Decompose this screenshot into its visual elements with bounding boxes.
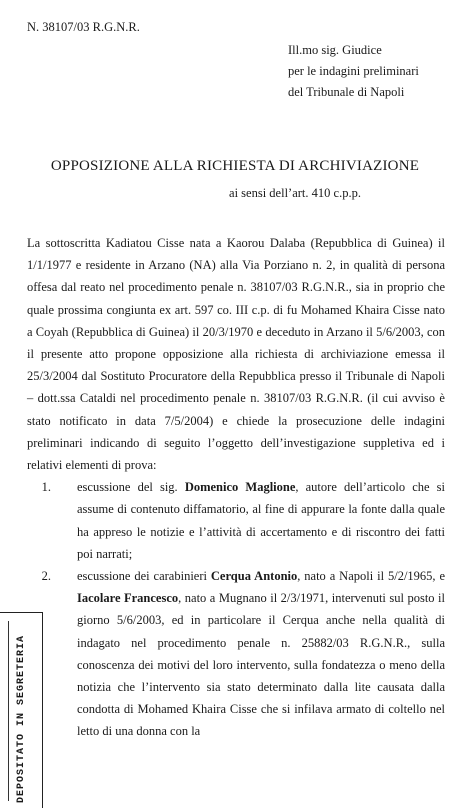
person-name: Iacolare Francesco (77, 591, 179, 606)
document-subtitle: ai sensi dell’art. 410 c.p.p. (229, 186, 361, 200)
item-text: , nato a Napoli il 5/2/1965, e (297, 569, 445, 584)
list-number: 1. (41, 480, 51, 495)
case-reference: N. 38107/03 R.G.N.R. (27, 20, 140, 34)
person-name: Cerqua Antonio (210, 569, 298, 584)
item-text: escussione del sig. (77, 480, 185, 495)
addressee-line: del Tribunale di Napoli (288, 85, 405, 99)
list-item (27, 476, 445, 565)
item-text: escussione dei carabinieri (77, 569, 211, 584)
document-body (27, 232, 445, 743)
addressee-line: Ill.mo sig. Giudice (288, 43, 382, 57)
filing-stamp (0, 612, 43, 808)
addressee-block (288, 40, 419, 103)
item-text: , autore dell’articolo che si assume di contenuto diffamatorio, al fine di appurare la fonte dalla quale ha appreso le notizie e l’attività di accertamento e di riscontro dei fatti poi narrati; (77, 480, 445, 561)
evidence-list (27, 476, 445, 742)
stamp-divider (8, 621, 9, 801)
stamp-text: DEPOSITATO IN SEGRETERIA (16, 634, 27, 803)
item-text: , nato a Mugnano il 2/3/1971, intervenuti sul posto il giorno 5/6/2003, ed in particolare il Cerqua anche nella qualità di indagato nel procedimento penale n. 25882/03 R.G.N.R., sulla conoscenza dei motivi del loro intervento, sulla fondatezza o meno della notizia che l’intervento sia stato determinato dalla lite causata dalla condotta di Mohamed Khaira Cisse che si infilava armato di coltello nel letto di una donna con la (77, 591, 445, 739)
document-title: OPPOSIZIONE ALLA RICHIESTA DI ARCHIVIAZIONE (50, 158, 420, 174)
list-item (27, 565, 445, 743)
intro-paragraph: La sottoscritta Kadiatou Cisse nata a Kaorou Dalaba (Repubblica di Guinea) il 1/1/1977 e residente in Arzano (NA) alla Via Porziano n. 2, in qualità di persona offesa dal reato nel procedimento penale n. 38107/03 R.G.N.R., sia in proprio che quale prossima congiunta ex art. 597 co. III c.p. di fu Mohamed Khaira Cisse nato a Coyah (Repubblica di Guinea) il 20/3/1970 e deceduto in Arzano il 5/6/2003, con il presente atto propone opposizione alla richiesta di archiviazione emessa il 25/3/2004 dal Sostituto Procuratore della Repubblica presso il Tribunale di Napoli – dott.ssa Cataldi nel procedimento penale n. 38107/03 R.G.N.R. (il cui avviso è stato notificato in data 7/5/2004) e chiede la prosecuzione delle indagini preliminari indicando di seguito l’oggetto dell’investigazione suppletiva ed i relativi elementi di prova: (27, 236, 445, 473)
addressee-line: per le indagini preliminari (288, 64, 419, 78)
person-name: Domenico Maglione (184, 480, 296, 495)
list-number: 2. (41, 569, 51, 584)
